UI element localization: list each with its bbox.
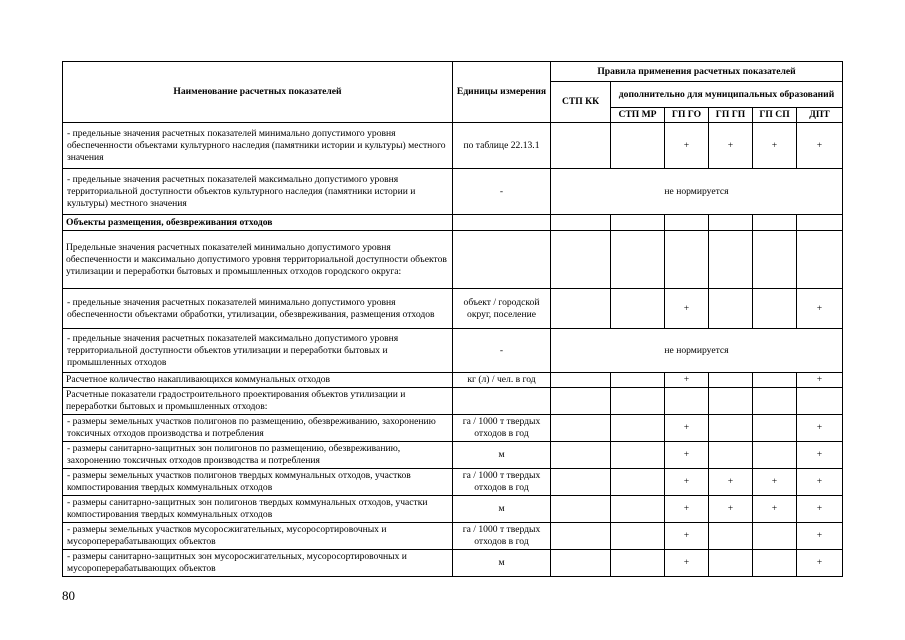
rule-mark (611, 496, 665, 523)
row-unit: га / 1000 т твердых отходов в год (453, 469, 551, 496)
rule-mark: + (797, 469, 843, 496)
table-row (63, 373, 843, 388)
row-name: - предельные значения расчетных показателей минимально допустимого уровня обеспеченности объектами культурного наследия (памятники истории и культуры) местного значения (63, 123, 453, 169)
row-unit: кг (л) / чел. в год (453, 373, 551, 388)
rule-mark: + (797, 442, 843, 469)
table-row (63, 523, 843, 550)
table-row (63, 388, 843, 415)
table-row (63, 169, 843, 215)
row-unit (453, 388, 551, 415)
table-row (63, 231, 843, 289)
rule-mark (611, 123, 665, 169)
table-row (63, 289, 843, 329)
rule-mark (551, 123, 611, 169)
rule-mark: + (753, 469, 797, 496)
rule-mark (551, 550, 611, 577)
rule-mark (611, 442, 665, 469)
rule-mark (753, 231, 797, 289)
rule-mark (709, 289, 753, 329)
rule-mark (753, 215, 797, 231)
table-row (63, 215, 843, 231)
row-unit (453, 231, 551, 289)
row-name: - предельные значения расчетных показателей максимально допустимого уровня территориальной доступности объектов утилизации и переработки бытовых и промышленных отходов (63, 329, 453, 373)
row-name: Расчетное количество накапливающихся коммунальных отходов (63, 373, 453, 388)
row-unit: - (453, 329, 551, 373)
rule-mark (551, 415, 611, 442)
rule-mark (753, 550, 797, 577)
row-unit: га / 1000 т твердых отходов в год (453, 523, 551, 550)
table-header (63, 62, 843, 123)
header-gp-go: ГП ГО (665, 108, 709, 123)
rule-mark: + (665, 373, 709, 388)
header-name: Наименование расчетных показателей (63, 62, 453, 123)
rule-mark (611, 550, 665, 577)
rule-mark (709, 215, 753, 231)
rule-mark (665, 215, 709, 231)
rule-mark (797, 215, 843, 231)
row-name: - размеры санитарно-защитных зон полигонов по размещению, обезвреживанию, захоронению токсичных отходов производства и потребления (63, 442, 453, 469)
rule-mark: + (665, 289, 709, 329)
table-row (63, 496, 843, 523)
rule-mark (551, 231, 611, 289)
rule-mark: + (709, 123, 753, 169)
row-unit (453, 215, 551, 231)
table-row (63, 442, 843, 469)
rule-mark (709, 442, 753, 469)
table-row (63, 469, 843, 496)
rule-mark: + (665, 415, 709, 442)
row-name: - размеры санитарно-защитных зон мусоросжигательных, мусоросортировочных и мусороперерабатывающих объектов (63, 550, 453, 577)
header-gp-gp: ГП ГП (709, 108, 753, 123)
rule-mark (753, 388, 797, 415)
rule-mark: + (665, 442, 709, 469)
rule-mark (551, 373, 611, 388)
rule-mark (551, 469, 611, 496)
table-row (63, 550, 843, 577)
rule-mark: + (665, 469, 709, 496)
rule-mark (797, 231, 843, 289)
row-name: Расчетные показатели градостроительного проектирования объектов утилизации и переработки бытовых и промышленных отходов: (63, 388, 453, 415)
row-name: - размеры земельных участков полигонов по размещению, обезвреживанию, захоронению токсичных отходов производства и потребления (63, 415, 453, 442)
rule-mark: + (665, 550, 709, 577)
rule-mark (551, 289, 611, 329)
header-stp-kk: СТП КК (551, 82, 611, 123)
rule-mark: + (753, 496, 797, 523)
rule-mark (709, 523, 753, 550)
rule-mark (709, 388, 753, 415)
row-unit: - (453, 169, 551, 215)
header-additional: дополнительно для муниципальных образований (611, 82, 843, 108)
rule-mark: + (797, 523, 843, 550)
rule-mark: + (665, 123, 709, 169)
rule-mark (665, 231, 709, 289)
page-number: 80 (62, 588, 75, 603)
row-unit: по таблице 22.13.1 (453, 123, 551, 169)
rule-mark (551, 388, 611, 415)
rule-mark (797, 388, 843, 415)
not-normalized-cell: не нормируется (551, 169, 843, 215)
table-body (63, 123, 843, 577)
row-unit: м (453, 496, 551, 523)
rule-mark (753, 373, 797, 388)
rule-mark: + (665, 523, 709, 550)
rule-mark (709, 373, 753, 388)
row-unit: м (453, 550, 551, 577)
rule-mark (551, 523, 611, 550)
rule-mark: + (709, 496, 753, 523)
rule-mark (665, 388, 709, 415)
rule-mark: + (753, 123, 797, 169)
rule-mark (611, 215, 665, 231)
row-unit: м (453, 442, 551, 469)
rule-mark: + (665, 496, 709, 523)
rule-mark (611, 373, 665, 388)
rule-mark: + (709, 469, 753, 496)
rule-mark (753, 442, 797, 469)
header-rules: Правила применения расчетных показателей (551, 62, 843, 82)
row-name: Объекты размещения, обезвреживания отходов (63, 215, 453, 231)
row-name: - размеры земельных участков полигонов твердых коммунальных отходов, участков компостирования твердых коммунальных отходов (63, 469, 453, 496)
header-gp-sp: ГП СП (753, 108, 797, 123)
rule-mark: + (797, 289, 843, 329)
rule-mark: + (797, 550, 843, 577)
row-name: - предельные значения расчетных показателей минимально допустимого уровня обеспеченности объектами обработки, утилизации, обезвреживания, размещения отходов (63, 289, 453, 329)
row-name: - размеры земельных участков мусоросжигательных, мусоросортировочных и мусороперерабатывающих объектов (63, 523, 453, 550)
rule-mark (551, 442, 611, 469)
rule-mark (709, 415, 753, 442)
rule-mark (551, 215, 611, 231)
rule-mark (611, 289, 665, 329)
row-unit: объект / городской округ, поселение (453, 289, 551, 329)
rule-mark (709, 231, 753, 289)
rule-mark: + (797, 415, 843, 442)
rule-mark (611, 469, 665, 496)
not-normalized-cell: не нормируется (551, 329, 843, 373)
rule-mark: + (797, 496, 843, 523)
rule-mark (611, 523, 665, 550)
row-name: - предельные значения расчетных показателей максимально допустимого уровня территориальной доступности объектов культурного наследия (памятники истории и культуры) местного значения (63, 169, 453, 215)
rule-mark (709, 550, 753, 577)
rule-mark (753, 289, 797, 329)
rule-mark (611, 388, 665, 415)
row-name: Предельные значения расчетных показателей минимально допустимого уровня обеспеченности и максимально допустимого уровня территориальной доступности объектов утилизации и переработки бытовых и промышленных отходов городского округа: (63, 231, 453, 289)
rule-mark (611, 231, 665, 289)
rule-mark: + (797, 373, 843, 388)
rule-mark: + (797, 123, 843, 169)
row-unit: га / 1000 т твердых отходов в год (453, 415, 551, 442)
rule-mark (551, 496, 611, 523)
table-row (63, 123, 843, 169)
header-stp-mr: СТП МР (611, 108, 665, 123)
rule-mark (753, 415, 797, 442)
indicators-table (62, 61, 843, 577)
row-name: - размеры санитарно-защитных зон полигонов твердых коммунальных отходов, участки компостирования твердых коммунальных отходов (63, 496, 453, 523)
header-dpt: ДПТ (797, 108, 843, 123)
rule-mark (611, 415, 665, 442)
header-units: Единицы измерения (453, 62, 551, 123)
rule-mark (753, 523, 797, 550)
table-row (63, 415, 843, 442)
table-row (63, 329, 843, 373)
